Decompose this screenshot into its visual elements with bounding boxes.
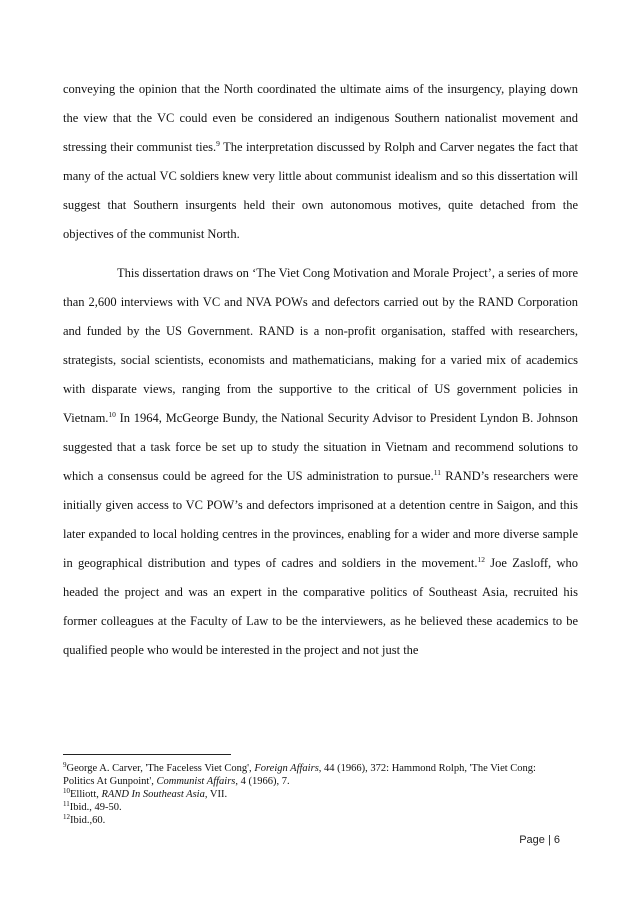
text-run: Ibid., 49-50. [69,802,122,813]
footnote-number: 10 [63,787,70,795]
text-run: , VII. [204,789,228,800]
footnote [63,762,563,788]
text-run: George A. Carver, 'The Faceless Viet Cong', [66,763,255,774]
text-run: , 44 (1966), 372: Hammond Rolph, 'The Viet Cong: Politics At Gunpoint', [63,763,536,787]
footnote-reference: 9 [216,139,220,148]
footnote-number: 9 [63,761,67,769]
text-run: conveying the opinion that the North coordinated the ultimate aims of the insurgency, playing down the view that the VC could even be considered an indigenous Southern nationalist movement and stressing their communist ties. [63,82,578,154]
footnote-reference: 10 [108,410,116,419]
text-run: Ibid.,60. [70,815,106,826]
text-run: In 1964, McGeorge Bundy, the National Security Advisor to President Lyndon B. Johnson suggested that a task force be set up to study the situation in Vietnam and recommend solutions to which a consensus could be agreed for the US administration to pursue. [63,411,578,483]
italic-title: Foreign Affairs [254,763,319,774]
text-run: The interpretation discussed by Rolph and Carver negates the fact that many of the actual VC soldiers knew very little about communist idealism and so this dissertation will suggest that Southern insurgents held their own autonomous motives, quite detached from the objectives of the communist North. [63,140,578,241]
text-run: Elliott, [70,789,102,800]
page-number: Page | 6 [519,834,560,846]
italic-title: Communist Affairs [156,776,236,787]
footnote-reference: 11 [433,468,441,477]
text-run: Joe Zasloff, who headed the project and was an expert in the comparative politics of Southeast Asia, recruited his former colleagues at the Faculty of Law to be the interviewers, as he believed these academics to be qualified people who would be interested in the project and not just the [63,556,578,657]
footnotes [63,762,563,827]
text-run: This dissertation draws on ‘The Viet Cong Motivation and Morale Project’, a series of more than 2,600 interviews with VC and NVA POWs and defectors carried out by the RAND Corporation and funded by the US Government. RAND is a non-profit organisation, staffed with researchers, strategists, social scientists, economists and mathematicians, making for a varied mix of academics with disparate views, ranging from the supportive to the critical of US government policies in Vietnam. [63,266,578,425]
footnote-reference: 12 [477,555,485,564]
footnote [63,814,563,827]
paragraph [63,75,578,249]
text-run: , 4 (1966), 7. [235,776,290,787]
footnote-number: 12 [63,813,70,821]
footnote [63,788,563,801]
paragraph [63,259,578,665]
italic-title: RAND In Southeast Asia [101,789,205,800]
footnote [63,801,563,814]
footnote-number: 11 [63,800,70,808]
footnote-separator [63,754,231,755]
body-text [63,75,578,665]
text-run: RAND’s researchers were initially given access to VC POW’s and defectors imprisoned at a detention centre in Saigon, and this later expanded to local holding centres in the provinces, enabling for a wider and more diverse sample in geographical distribution and types of cadres and soldiers in the movement. [63,469,578,570]
